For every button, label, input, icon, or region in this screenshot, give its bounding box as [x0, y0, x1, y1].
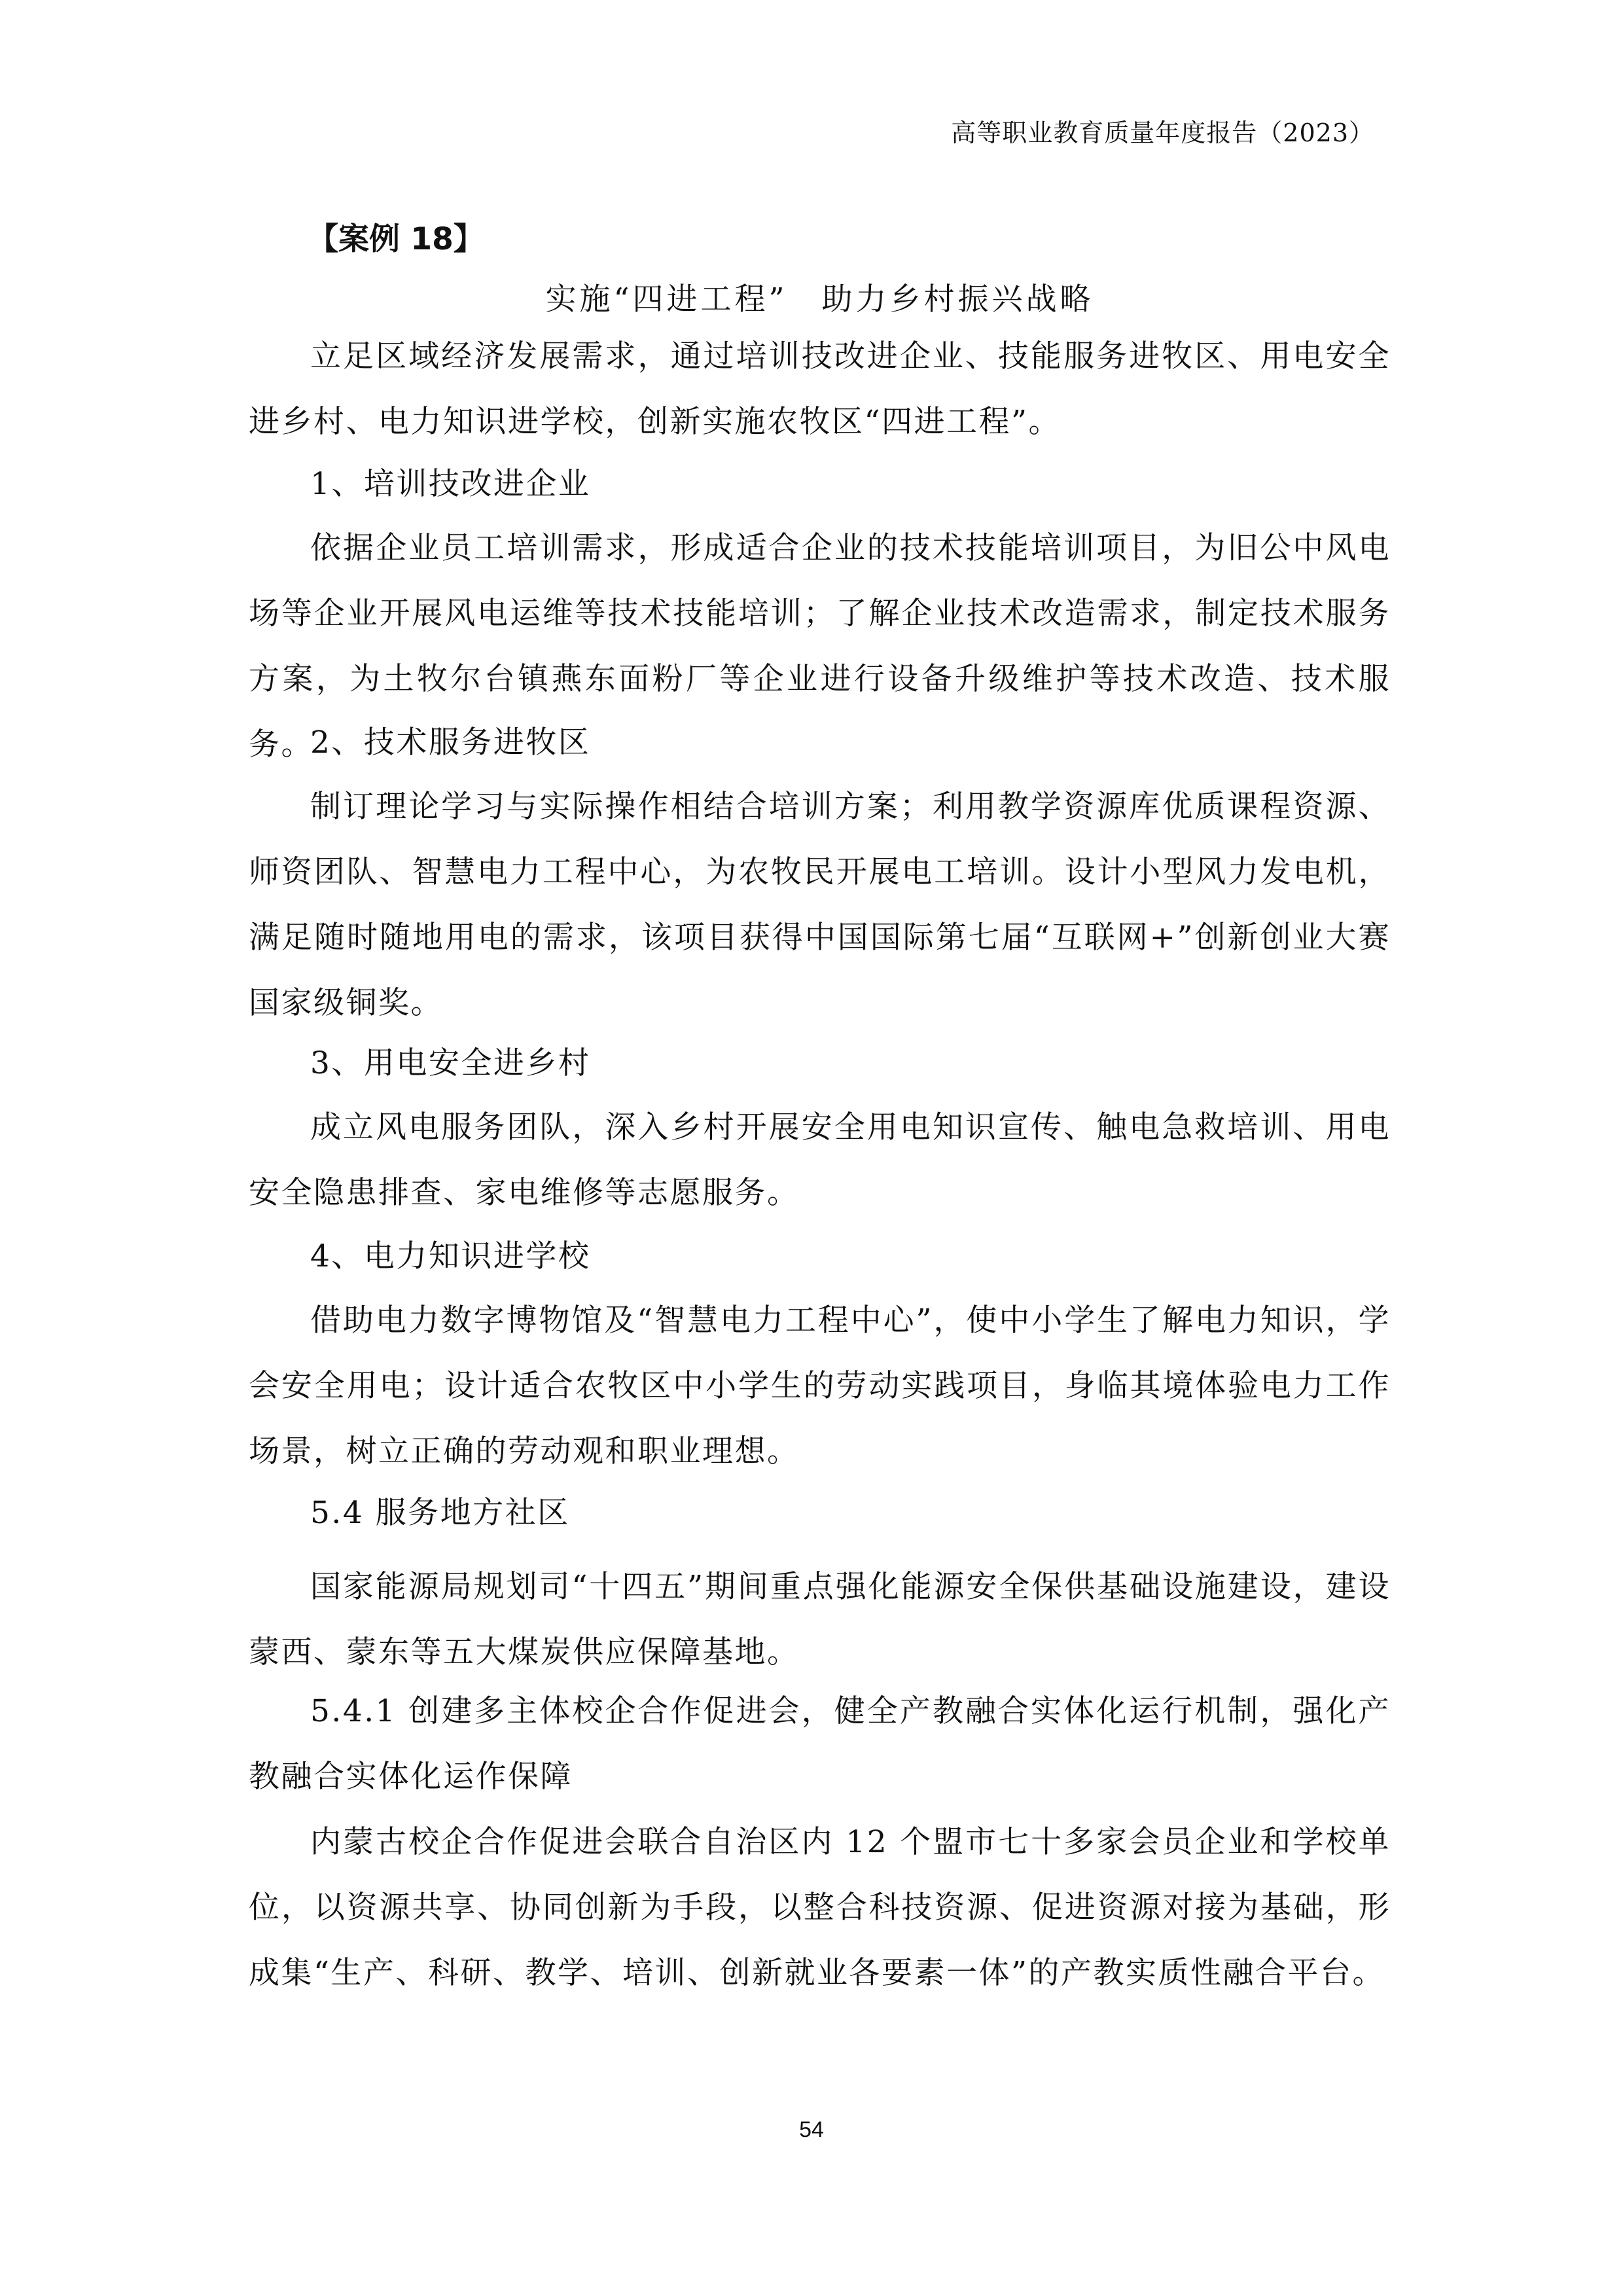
section-3-heading: 3、用电安全进乡村: [310, 1045, 591, 1081]
section-5-4-1-paragraph: 内蒙古校企合作促进会联合自治区内 12 个盟市七十多家会员企业和学校单位，以资源共享、协同创新为手段，以整合科技资源、促进资源对接为基础，形成集“生产、科研、教学、培训、创新就业各要素一体”的产教实质性融合平台。: [249, 1824, 1391, 1991]
section-1-heading: 1、培训技改进企业: [310, 466, 591, 502]
section-4-paragraph: 借助电力数字博物馆及“智慧电力工程中心”，使中小学生了解电力知识，学会安全用电；设计适合农牧区中小学生的劳动实践项目，身临其境体验电力工作场景，树立正确的劳动观和职业理想。: [249, 1302, 1391, 1469]
running-header: 高等职业教育质量年度报告（2023）: [951, 118, 1374, 147]
section-5-4-paragraph: 国家能源局规划司“十四五”期间重点强化能源安全保供基础设施建设，建设蒙西、蒙东等五大煤炭供应保障基地。: [249, 1569, 1391, 1670]
page-number: 54: [799, 2117, 824, 2142]
section-4-heading: 4、电力知识进学校: [310, 1238, 591, 1274]
section-2-paragraph: 制订理论学习与实际操作相结合培训方案；利用教学资源库优质课程资源、师资团队、智慧电力工程中心，为农牧民开展电工培训。设计小型风力发电机，满足随时随地用电的需求，该项目获得中国国际第七届“互联网+”创新创业大赛国家级铜奖。: [249, 789, 1391, 1021]
section-5-4-heading: 5.4 服务地方社区: [310, 1495, 570, 1531]
section-2-heading: 2、技术服务进牧区: [310, 725, 591, 761]
section-5-4-1-heading: 5.4.1 创建多主体校企合作促进会，健全产教融合实体化运行机制，强化产教融合实体化运作保障: [249, 1693, 1391, 1795]
case-title: 实施“四进工程” 助力乡村振兴战略: [545, 281, 1094, 317]
case-intro-paragraph: 立足区域经济发展需求，通过培训技改进企业、技能服务进牧区、用电安全进乡村、电力知识进学校，创新实施农牧区“四进工程”。: [249, 338, 1391, 440]
section-3-paragraph: 成立风电服务团队，深入乡村开展安全用电知识宣传、触电急救培训、用电安全隐患排查、家电维修等志愿服务。: [249, 1109, 1391, 1211]
case-label: 【案例 18】: [308, 221, 484, 257]
section-1-paragraph: 依据企业员工培训需求，形成适合企业的技术技能培训项目，为旧公中风电场等企业开展风电运维等技术技能培训；了解企业技术改造需求，制定技术服务方案，为土牧尔台镇燕东面粉厂等企业进行设备升级维护等技术改造、技术服务。: [249, 530, 1391, 762]
